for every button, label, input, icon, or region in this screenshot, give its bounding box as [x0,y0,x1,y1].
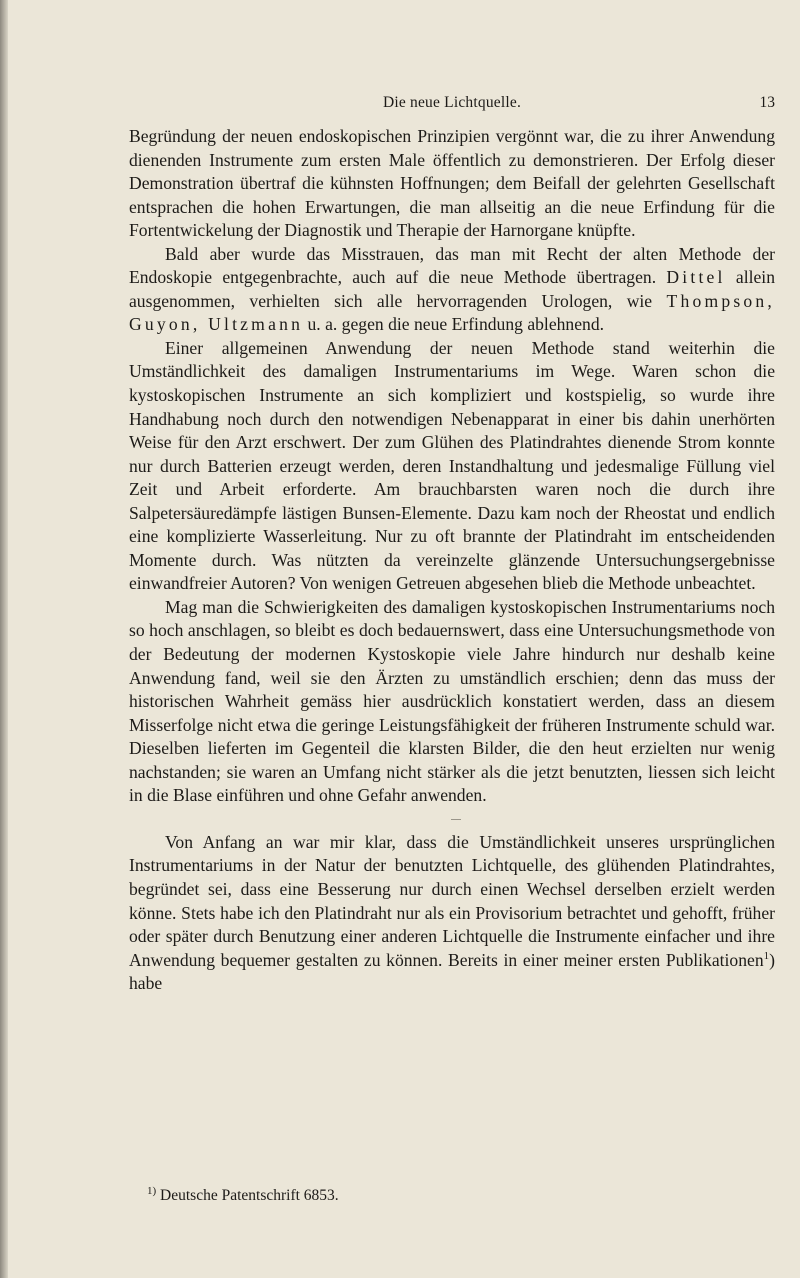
paragraph-5-text-b: ) habe [129,949,775,994]
paragraph-1: Begründung der neuen endoskopischen Prinzipien vergönnt war, die zu ihrer Anwendung dienenden Instrumente zum ersten Male öffentlich zu demonstrieren. Der Erfolg dieser Demonstration übertraf die kühnsten Hoffnungen; dem Beifall der gelehrten Gesellschaft entsprachen die hohen Erwartungen, die man allseitig an die neue Erfindung für die Fortentwickelung der Diagnostik und Therapie der Harnorgane knüpfte. [129,126,775,241]
name-dittel: Dittel [666,267,726,288]
footnote-text: Deutsche Patentschrift 6853. [160,1187,339,1204]
paragraph-4: Mag man die Schwierigkeiten des damaligen kystoskopischen Instrumentariums noch so hoch anschlagen, so bleibt es doch bedauernswert, dass eine Untersuchungsmethode von der Bedeutung der modernen Kystoskopie viele Jahre hindurch nur deshalb keine Anwendung fand, weil sie den Ärzten zu umständlich erschien; denn das muss der historischen Wahrheit gemäss hier ausdrücklich konstatiert werden, dass an diesem Misserfolge nicht etwa die geringe Leistungsfähigkeit der früheren Instrumente schuld war. Dieselben lieferten im Gegenteil die klarsten Bilder, die den heut erzielten nur wenig nachstanden; sie waren an Umfang nicht stärker als die jetzt benutzten, liessen sich leicht in die Blase einführen und ohne Gefahr anwenden. [129,596,775,806]
page-number: 13 [759,94,775,111]
section-gap [129,808,775,831]
paragraph-3: Einer allgemeinen Anwendung der neuen Methode stand weiterhin die Umständlichkeit des damaligen Instrumentariums im Wege. Waren schon die kystoskopischen Instrumente an sich kompliziert und kostspielig, so wurde ihre Handhabung noch durch den notwendigen Nebenapparat in einer bis dahin unerhörten Weise für den Arzt erschwert. Der zum Glühen des Platindrahtes dienende Strom konnte nur durch Batterien erzeugt werden, deren Instandhaltung und jedesmalige Füllung viel Zeit und Arbeit erforderte. Am brauchbarsten waren noch die durch ihre Salpetersäuredämpfe lästigen Bunsen-Elemente. Dazu kam noch der Rheostat und endlich eine komplizierte Wasserleitung. Nur zu oft brannte der Platindraht im entscheidenden Momente durch. Was nützten da vereinzelte glänzende Untersuchungsergebnisse einwandfreier Autoren? Von wenigen Getreuen abgesehen blieb die Methode unbeachtet. [129,337,775,594]
paragraph-5-text-a: Von Anfang an war mir klar, dass die Umständlichkeit unseres ursprünglichen Instrumentariums in der Natur der benutzten Lichtquelle, des glühenden Platindrahtes, begründet sei, dass eine Besserung nur durch einen Wechsel derselben erzielt werden könne. Stets habe ich den Platindraht nur als ein Provisorium betrachtet und gehofft, früher oder später durch Benutzung einer anderen Lichtquelle die Instrumente einfacher und ihre Anwendung bequemer gestalten zu können. Bereits in einer meiner ersten Publikationen [129,831,775,970]
page-header [129,94,775,116]
names-urologists: Thompson, Guyon, Ultzmann [129,290,775,335]
body-text [129,125,775,996]
paragraph-2-text-a: Bald aber wurde das Misstrauen, das man mit Recht der alten Methode der Endoskopie entgegenbrachte, auch auf die neue Methode übertragen. [129,243,775,288]
page-edge-shadow [0,0,8,1278]
paragraph-5 [129,831,775,996]
footnote-reference: 1 [763,949,770,962]
section-divider [451,819,461,820]
paragraph-2-text-b: allein ausgenommen, verhielten sich alle hervorragenden Urologen, wie [129,267,775,311]
paragraph-2-text-c: u. a. gegen die neue Erfindung ablehnend. [303,314,605,335]
running-title: Die neue Lichtquelle. [382,94,522,111]
footnote-marker: 1) [147,1184,157,1197]
footnote [147,1186,767,1206]
paragraph-2 [129,243,775,337]
